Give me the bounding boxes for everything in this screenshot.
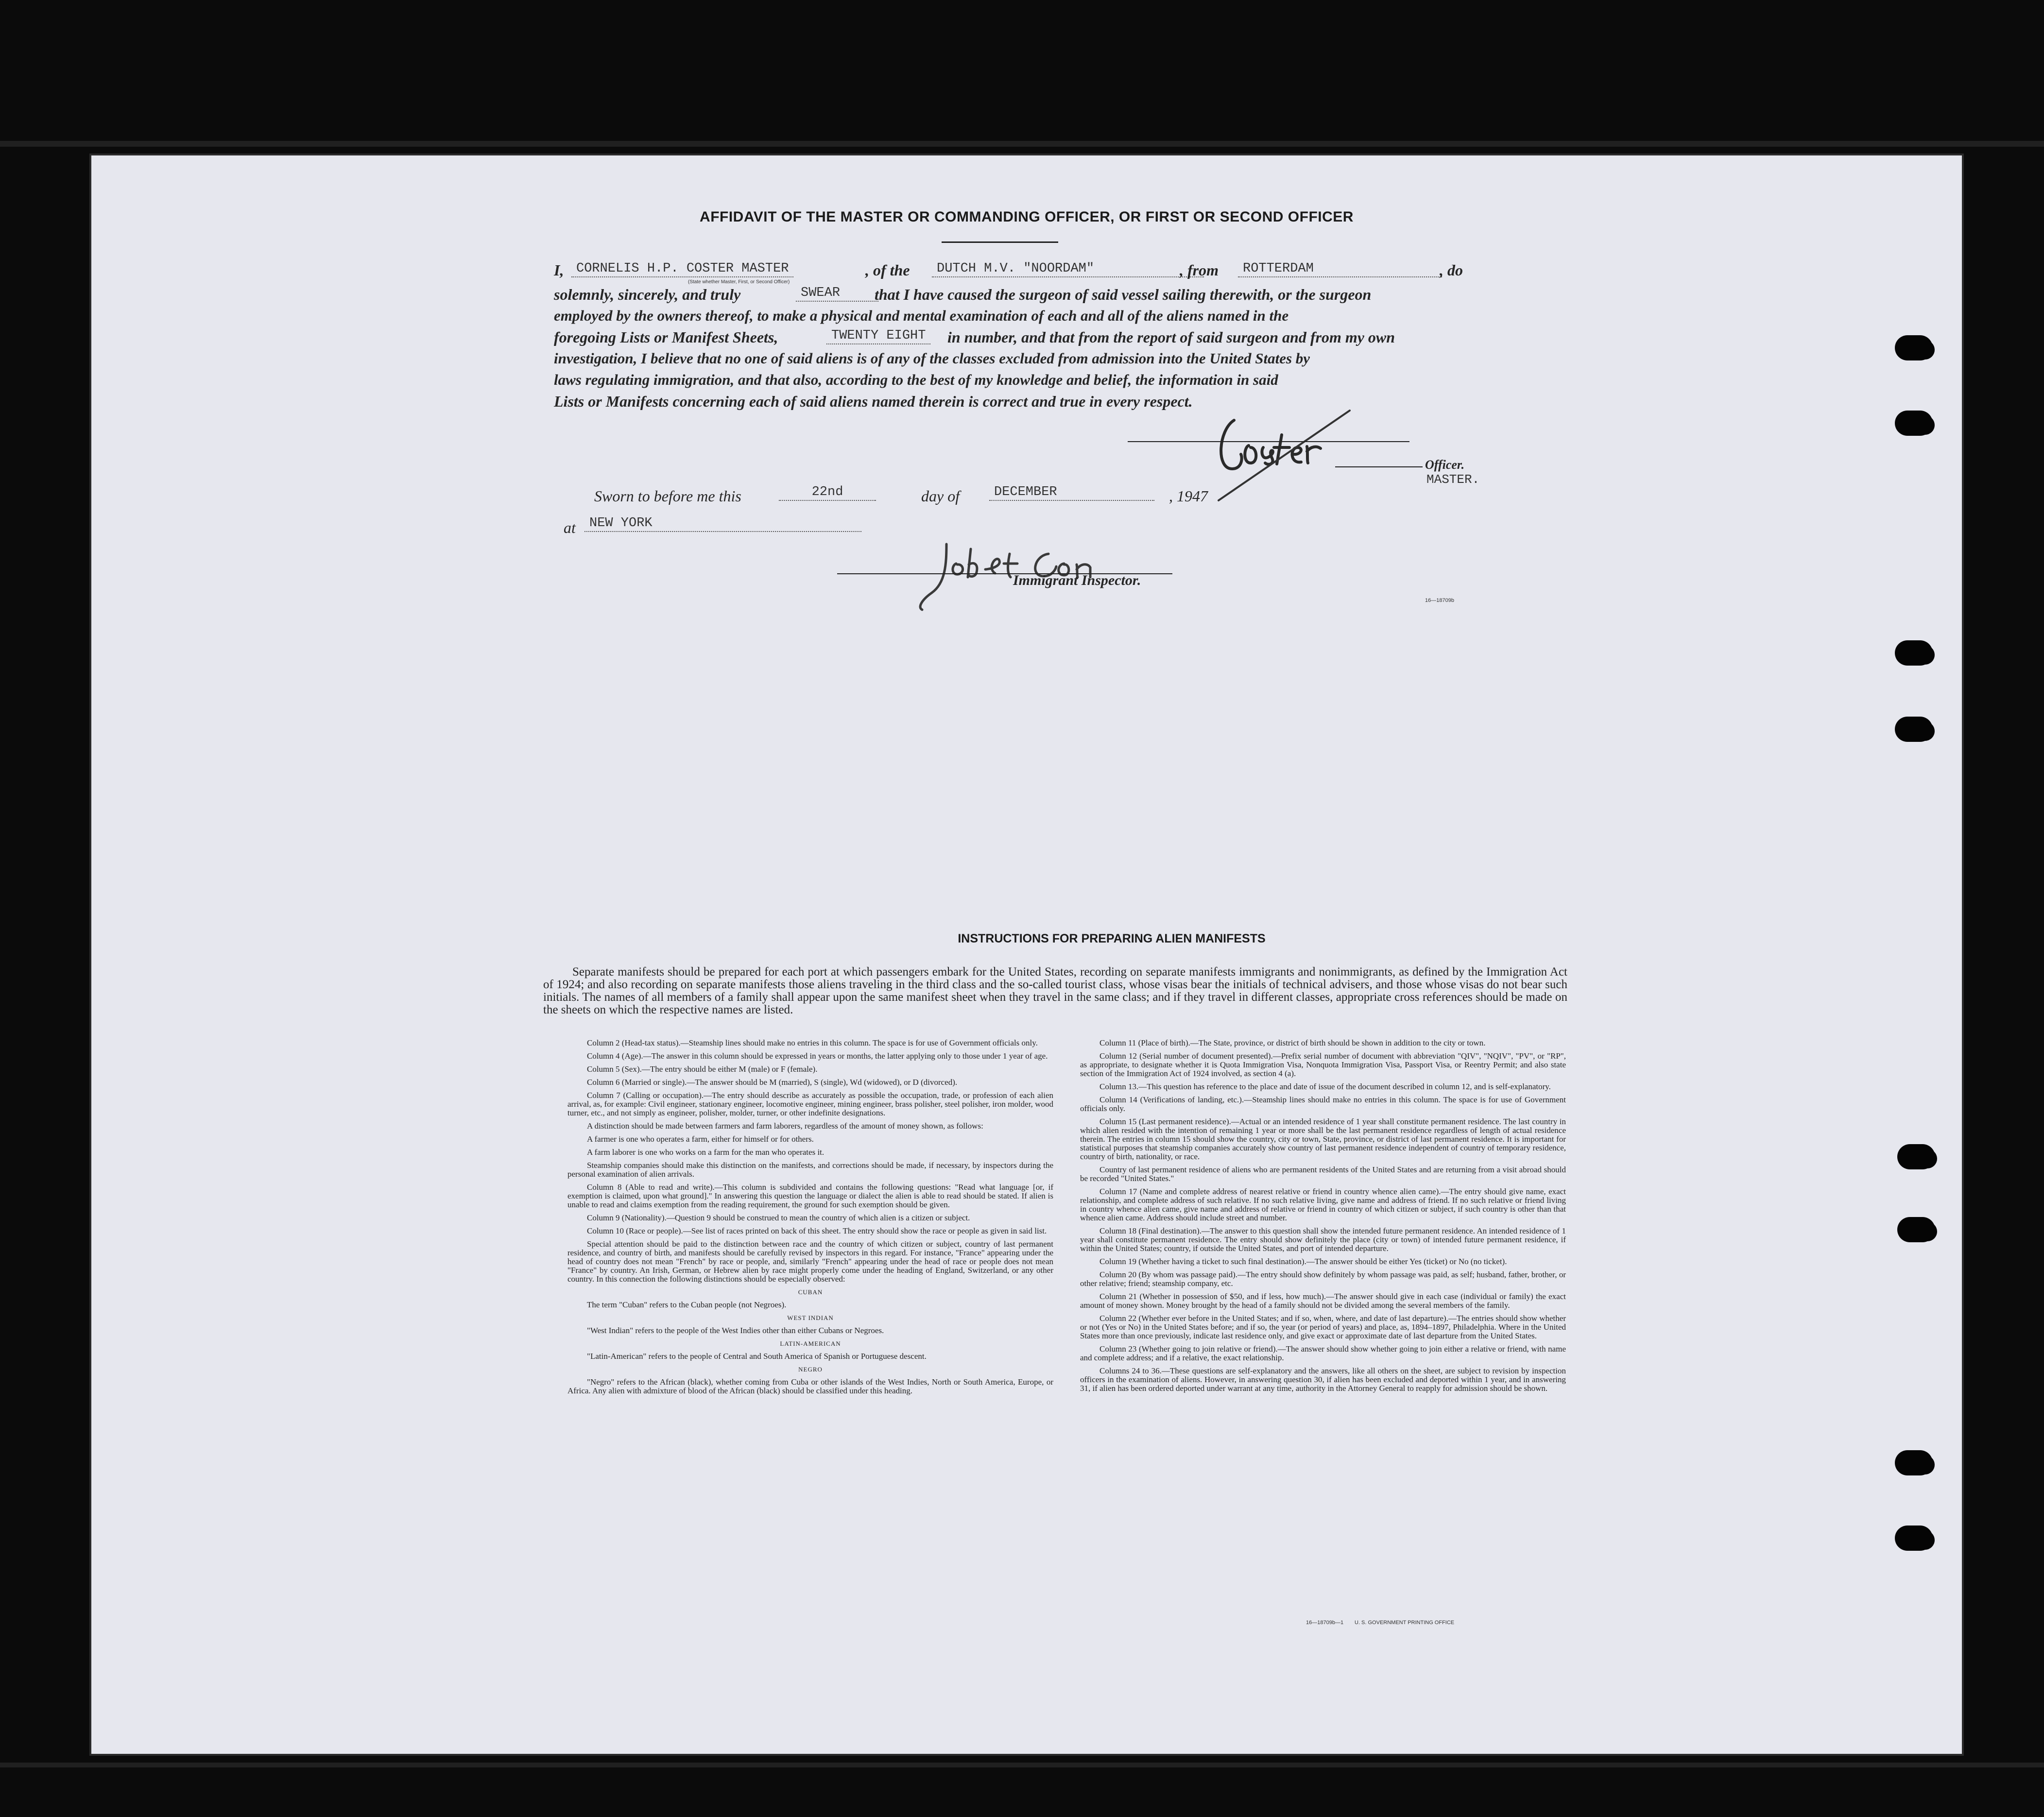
right-para: Column 21 (Whether in possession of $50, and if less, how much).—The answer should give in each case (individual or family) the exact amount of money shown. Money brought by the head of a family should not be divided among the several members of the family. xyxy=(1080,1292,1566,1310)
instructions-left-column xyxy=(567,1039,1053,1400)
right-para: Column 22 (Whether ever before in the United States; and if so, when, where, and date of last departure).—The entries should show whether or not (Yes or No) in the United States before; and if so, the year (or period of years) and place, as, 1894–1897, Philadelphia. Where in the United States more than once previously, indicate last residence only, and give exact or approximate date of last departure from the United States. xyxy=(1080,1314,1566,1340)
sworn-day-of: day of xyxy=(921,487,960,505)
line1-do: , do xyxy=(1440,261,1463,279)
punch-hole xyxy=(1897,1217,1935,1242)
inspector-label: Immigrant Inspector. xyxy=(1013,572,1141,588)
punch-hole xyxy=(1897,1144,1935,1169)
line5: investigation, I believe that no one of said aliens is of any of the classes excluded from admission into the United States by xyxy=(554,350,1310,367)
top-edge xyxy=(0,141,2044,147)
affidavit-title: AFFIDAVIT OF THE MASTER OR COMMANDING OFFICER, OR FIRST OR SECOND OFFICER xyxy=(700,209,1354,225)
left-para: A farmer is one who operates a farm, either for himself or for others. xyxy=(587,1134,814,1144)
west-indian-para: "West Indian" refers to the people of the West Indies other than either Cubans or Negroes. xyxy=(587,1326,884,1335)
punch-hole xyxy=(1895,1526,1933,1551)
at-prefix: at xyxy=(564,519,576,536)
line7: Lists or Manifests concerning each of said aliens named therein is correct and true in every respect. xyxy=(554,393,1193,410)
instructions-title: INSTRUCTIONS FOR PREPARING ALIEN MANIFESTS xyxy=(958,932,1266,945)
heading-latin-american: LATIN-AMERICAN xyxy=(780,1340,841,1347)
punch-hole xyxy=(1895,640,1933,666)
master-signature xyxy=(1204,401,1369,503)
right-para: Column 23 (Whether going to join relative or friend).—The answer should show whether going to join either a relative or friend, with name and complete address; and if a relative, the exact relationship. xyxy=(1080,1344,1566,1362)
line3: employed by the owners thereof, to make a physical and mental examination of each and all of the aliens named in the xyxy=(554,307,1289,324)
form-number: 16—18709b xyxy=(1425,598,1454,603)
port-field: ROTTERDAM xyxy=(1238,261,1442,277)
line2-prefix: solemnly, sincerely, and truly xyxy=(554,286,741,303)
latin-american-para: "Latin-American" refers to the people of Central and South America of Spanish or Portuguese descent. xyxy=(587,1352,927,1361)
left-para: Column 2 (Head-tax status).—Steamship lines should make no entries in this column. The space is for use of Government officials only. xyxy=(587,1038,1038,1047)
instructions-right-column xyxy=(1080,1039,1566,1397)
line4-prefix: foregoing Lists or Manifest Sheets, xyxy=(554,328,778,346)
line1-prefix: I, xyxy=(554,261,564,279)
at-place-field: NEW YORK xyxy=(584,516,861,532)
title-rule xyxy=(942,241,1058,243)
heading-west-indian: WEST INDIAN xyxy=(787,1314,834,1321)
punch-hole xyxy=(1895,1450,1933,1475)
right-para: Column 14 (Verifications of landing, etc.).—Steamship lines should make no entries in this column. The space is for use of Government officials only. xyxy=(1080,1095,1566,1113)
line1-of-the: , of the xyxy=(865,261,910,279)
right-para: Column 11 (Place of birth).—The State, province, or district of birth should be shown in addition to the city or town. xyxy=(1099,1038,1486,1047)
officer-label: Officer. xyxy=(1425,458,1465,472)
cuban-para: The term "Cuban" refers to the Cuban people (not Negroes). xyxy=(587,1300,787,1309)
officer-name-field: CORNELIS H.P. COSTER MASTER xyxy=(571,261,793,277)
left-para: Column 4 (Age).—The answer in this column should be expressed in years or months, the latter applying only to those under 1 year of age. xyxy=(587,1051,1048,1061)
left-para: Column 10 (Race or people).—See list of races printed on back of this sheet. The entry should show the race or people as given in said list. xyxy=(587,1226,1047,1235)
punch-hole xyxy=(1895,335,1933,360)
sworn-year: , 1947 xyxy=(1169,487,1208,505)
oath-field: SWEAR xyxy=(796,286,878,302)
right-para: Column 12 (Serial number of document presented).—Prefix serial number of document with abbreviation "QIV", "NQIV", "PV", or "RP", as appropriate, to designate whether it is Quota Immigration Visa, Nonquota Immigration Visa, Passport Visa, or Reentry Permit; and also state section of the Immigration Act of 1924 involved, as section 4 (a). xyxy=(1080,1051,1566,1078)
right-para: Column 17 (Name and complete address of nearest relative or friend in country whence alien came).—The entry should give name, exact relationship, and complete address of such relative. If no such relative living, give name and address of friend. If no such relative or friend living in country whence alien came, give name and address of relative or friend in country of which citizen or subject, if such country is other than that whence alien came. Address should include street and number. xyxy=(1080,1187,1566,1222)
right-para: Columns 24 to 36.—These questions are self-explanatory and the answers, like all others on the sheet, are subject to revision by inspection officers in the examination of aliens. However, in answering question 30, if alien has been excluded and deported within 1 year, and in answering 31, if alien has been ordered deported under warrant at any time, authority in the Attorney General to reapply for admission should be shown. xyxy=(1080,1366,1566,1393)
right-para: Column 19 (Whether having a ticket to such final destination).—The answer should be either Yes (ticket) or No (no ticket). xyxy=(1099,1257,1507,1266)
sworn-day-field: 22nd xyxy=(779,485,876,501)
line4-suffix: in number, and that from the report of said surgeon and from my own xyxy=(947,328,1395,346)
right-para: Column 18 (Final destination).—The answer to this question shall show the intended future permanent residence. An intended residence of 1 year shall constitute permanent residence. The entry should show definitely the place (city or town) of intended future permanent residence, if within the United States; country, if outside the United States, and port of intended departure. xyxy=(1080,1226,1566,1253)
right-para: Column 20 (By whom was passage paid).—The entry should show definitely by whom passage was paid, as self; husband, father, brother, or other relative; friend; steamship company, etc. xyxy=(1080,1270,1566,1288)
left-para: A farm laborer is one who works on a farm for the man who operates it. xyxy=(587,1148,824,1157)
line6: laws regulating immigration, and that also, according to the best of my knowledge and belief, the information in said xyxy=(554,371,1278,388)
left-para: Column 6 (Married or single).—The answer should be M (married), S (single), Wd (widowed), or D (divorced). xyxy=(587,1078,958,1087)
heading-cuban: CUBAN xyxy=(798,1288,823,1296)
punch-hole xyxy=(1895,411,1933,436)
line1-from: , from xyxy=(1180,261,1219,279)
master-label: MASTER. xyxy=(1426,472,1480,487)
heading-negro: NEGRO xyxy=(798,1366,823,1373)
left-para: Column 5 (Sex).—The entry should be either M (male) or F (female). xyxy=(587,1064,818,1074)
punch-hole xyxy=(1895,717,1933,742)
document-sheet xyxy=(91,155,1962,1754)
right-para: Country of last permanent residence of aliens who are permanent residents of the United States and are returning from a visit abroad should be recorded "United States." xyxy=(1080,1165,1566,1183)
instructions-intro: Separate manifests should be prepared for each port at which passengers embark for the United States, recording on separate manifests immigrants and nonimmigrants, as defined by the Immigration Act of 1924; and also recording on separate manifests those aliens traveling in the third class and the so-called tourist class, whose visas bear the initials of technical advisers, and those whose visas do not bear such initials. The names of all members of a family shall appear upon the same manifest sheet when they travel in the same class; and if they travel in different classes, appropriate cross references should be made on the sheets on which the respective names are listed. xyxy=(543,965,1567,1016)
footer-gpo: U. S. GOVERNMENT PRINTING OFFICE xyxy=(1355,1620,1455,1626)
left-para: A distinction should be made between farmers and farm laborers, regardless of the amount of money shown, as follows: xyxy=(587,1121,983,1131)
sheets-field: TWENTY EIGHT xyxy=(826,328,930,344)
left-para: Steamship companies should make this distinction on the manifests, and corrections should be made, if necessary, by inspectors during the personal examination of alien arrivals. xyxy=(567,1161,1053,1179)
left-para: Column 7 (Calling or occupation).—The entry should describe as accurately as possible the occupation, trade, or profession of each alien arrival, as, for example: Civil engineer, stationary engineer, locomotive engineer, mining engineer, brass polisher, steel polisher, iron molder, wood turner, etc., and not simply as engineer, polisher, molder, turner, or other indefinite designations. xyxy=(567,1091,1053,1117)
left-para: Column 8 (Able to read and write).—This column is subdivided and contains the following questions: "Read what language [or, if exemption is claimed, upon what ground]." In answering this question the language or dialect the alien is able to read should be stated. If alien is unable to read and claims exemption from the reading requirement, the ground for such exemption should be given. xyxy=(567,1183,1053,1209)
officer-caption: (State whether Master, First, or Second Officer) xyxy=(688,279,790,285)
right-para: Column 15 (Last permanent residence).—Actual or an intended residence of 1 year shall constitute permanent residence. The last country in which alien resided with the intention of remaining 1 year or more shall be the last permanent residence regardless of length of actual residence therein. The entries in column 15 should show the country, city or town, State, province, or district of last permanent residence. It is important for statistical purposes that steamship companies accurately show country of last permanent residence independent of country of temporary residence, country of birth, nationality, or race. xyxy=(1080,1117,1566,1161)
footer-form-number: 16—18709b—1 xyxy=(1306,1620,1344,1626)
right-para: Column 13.—This question has reference to the place and date of issue of the document described in column 12, and is self-explanatory. xyxy=(1099,1082,1551,1091)
sworn-prefix: Sworn to before me this xyxy=(594,487,741,505)
left-para: Special attention should be paid to the distinction between race and the country of which citizen or subject, country of last permanent residence, and country of birth, and manifests should be carefully revised by inspectors in this regard. For instance, "France" appearing under the head of country does not mean "French" by race or people, and, similarly "French" appearing under the head of race or people does not mean "France" by country. An Irish, German, or Hebrew alien by race might properly come under the heading of England, Switzerland, or any other country. In this connection the following distinctions should be especially observed: xyxy=(567,1239,1053,1284)
signature-line xyxy=(1128,441,1409,442)
line2-suffix: that I have caused the surgeon of said vessel sailing therewith, or the surgeon xyxy=(875,286,1372,303)
negro-para: "Negro" refers to the African (black), whether coming from Cuba or other islands of the West Indies, North or South America, Europe, or Africa. Any alien with admixture of blood of the African (black) should be classified under this heading. xyxy=(567,1377,1053,1395)
vessel-field: DUTCH M.V. "NOORDAM" xyxy=(932,261,1204,277)
officer-line xyxy=(1335,466,1423,467)
bottom-edge xyxy=(0,1763,2044,1767)
left-para: Column 9 (Nationality).—Question 9 should be construed to mean the country of which alien is a citizen or subject. xyxy=(587,1213,970,1222)
sworn-month-field: DECEMBER xyxy=(989,485,1154,501)
